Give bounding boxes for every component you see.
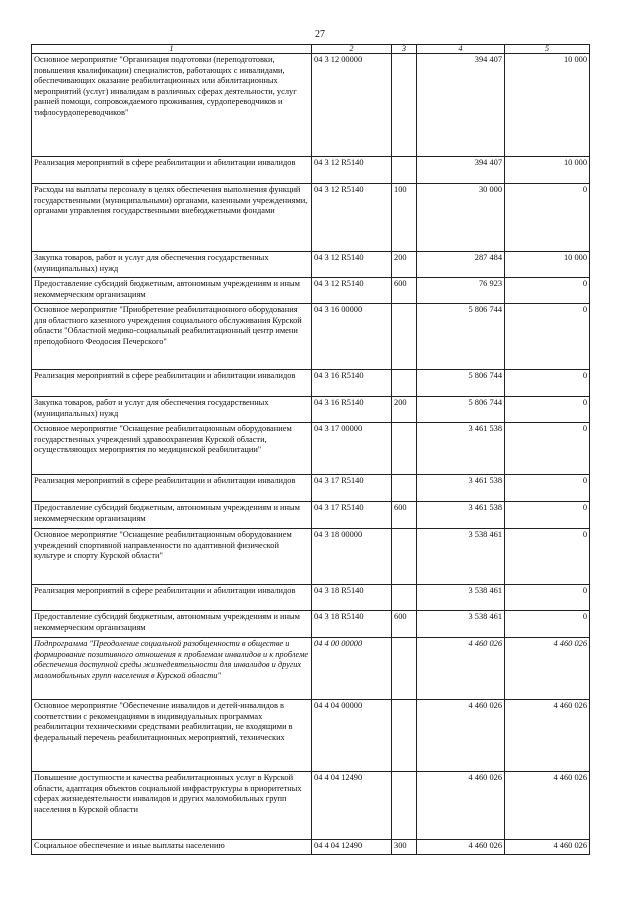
row-kind: 100 bbox=[392, 184, 417, 252]
row-value-5: 4 460 026 bbox=[505, 638, 590, 700]
row-kind bbox=[392, 157, 417, 184]
row-code: 04 3 12 R5140 bbox=[312, 184, 392, 252]
row-value-5: 0 bbox=[505, 423, 590, 475]
row-value-4: 3 461 538 bbox=[417, 502, 505, 529]
table-row bbox=[32, 304, 590, 370]
row-name: Закупка товаров, работ и услуг для обеспечения государственных (муниципальных) нужд bbox=[32, 397, 312, 423]
row-name: Закупка товаров, работ и услуг для обеспечения государственных (муниципальных) нужд bbox=[32, 252, 312, 278]
row-kind bbox=[392, 475, 417, 502]
row-kind bbox=[392, 423, 417, 475]
row-name: Предоставление субсидий бюджетным, автономным учреждениям и иным некоммерческим организациям bbox=[32, 611, 312, 638]
row-value-4: 4 460 026 bbox=[417, 772, 505, 840]
row-code: 04 3 12 R5140 bbox=[312, 157, 392, 184]
table-row bbox=[32, 252, 590, 278]
row-name: Основное мероприятие "Приобретение реабилитационного оборудования для областного казенного учреждения социального обслуживания Курской области "Областной медико-социальный реабилитационный центр имени преподобного Феодосия Печерского" bbox=[32, 304, 312, 370]
table-row bbox=[32, 585, 590, 611]
table-row bbox=[32, 157, 590, 184]
row-code: 04 3 12 R5140 bbox=[312, 278, 392, 304]
row-kind: 600 bbox=[392, 611, 417, 638]
row-kind: 200 bbox=[392, 397, 417, 423]
row-value-5: 0 bbox=[505, 370, 590, 397]
row-value-5: 0 bbox=[505, 278, 590, 304]
row-kind bbox=[392, 304, 417, 370]
row-code: 04 3 16 00000 bbox=[312, 304, 392, 370]
row-value-4: 394 407 bbox=[417, 157, 505, 184]
column-header-1: 1 bbox=[32, 45, 312, 54]
row-kind bbox=[392, 370, 417, 397]
row-kind bbox=[392, 638, 417, 700]
table-row bbox=[32, 611, 590, 638]
table-row bbox=[32, 772, 590, 840]
row-name: Основное мероприятие "Оснащение реабилитационным оборудованием государственных учреждений здравоохранения Курской области, осуществляющих мероприятия по медицинской реабилитации" bbox=[32, 423, 312, 475]
row-value-4: 3 538 461 bbox=[417, 611, 505, 638]
row-name: Реализация мероприятий в сфере реабилитации и абилитации инвалидов bbox=[32, 157, 312, 184]
row-kind bbox=[392, 54, 417, 157]
row-kind bbox=[392, 529, 417, 585]
row-kind: 200 bbox=[392, 252, 417, 278]
table-row bbox=[32, 370, 590, 397]
row-kind: 300 bbox=[392, 840, 417, 855]
row-kind: 600 bbox=[392, 278, 417, 304]
row-value-5: 10 000 bbox=[505, 157, 590, 184]
row-value-5: 0 bbox=[505, 475, 590, 502]
row-value-4: 5 806 744 bbox=[417, 397, 505, 423]
row-code: 04 3 17 R5140 bbox=[312, 475, 392, 502]
column-header-3: 3 bbox=[392, 45, 417, 54]
table-row bbox=[32, 529, 590, 585]
row-value-4: 4 460 026 bbox=[417, 840, 505, 855]
row-name: Реализация мероприятий в сфере реабилитации и абилитации инвалидов bbox=[32, 585, 312, 611]
row-value-5: 0 bbox=[505, 529, 590, 585]
column-header-2: 2 bbox=[312, 45, 392, 54]
row-name: Повышение доступности и качества реабилитационных услуг в Курской области, адаптация объектов социальной инфраструктуры в приоритетных сферах жизнедеятельности инвалидов и других маломобильных групп населения в Курской области bbox=[32, 772, 312, 840]
table-row bbox=[32, 54, 590, 157]
row-value-5: 0 bbox=[505, 304, 590, 370]
table-row bbox=[32, 184, 590, 252]
table-row bbox=[32, 423, 590, 475]
row-kind bbox=[392, 700, 417, 772]
row-value-5: 0 bbox=[505, 184, 590, 252]
row-code: 04 3 18 R5140 bbox=[312, 611, 392, 638]
row-value-5: 4 460 026 bbox=[505, 840, 590, 855]
row-kind bbox=[392, 772, 417, 840]
row-value-4: 3 461 538 bbox=[417, 475, 505, 502]
row-kind: 600 bbox=[392, 502, 417, 529]
row-code: 04 3 18 R5140 bbox=[312, 585, 392, 611]
row-code: 04 3 17 00000 bbox=[312, 423, 392, 475]
table-row bbox=[32, 397, 590, 423]
row-name: Основное мероприятие "Оснащение реабилитационным оборудованием учреждений спортивной направленности по адаптивной физической культуре и спорту Курской области" bbox=[32, 529, 312, 585]
row-value-4: 3 461 538 bbox=[417, 423, 505, 475]
row-code: 04 3 16 R5140 bbox=[312, 370, 392, 397]
row-code: 04 4 04 12490 bbox=[312, 840, 392, 855]
row-value-4: 3 538 461 bbox=[417, 529, 505, 585]
row-value-4: 287 484 bbox=[417, 252, 505, 278]
row-name: Основное мероприятие "Обеспечение инвалидов и детей-инвалидов в соответствии с рекомендациями в индивидуальных программах реабилитации техническими средствами реабилитации, не входящими в федеральный перечень реабилитационных мероприятий, технических bbox=[32, 700, 312, 772]
budget-table bbox=[31, 44, 590, 855]
column-header-4: 4 bbox=[417, 45, 505, 54]
column-header-5: 5 bbox=[505, 45, 590, 54]
row-value-5: 4 460 026 bbox=[505, 772, 590, 840]
row-value-5: 10 000 bbox=[505, 54, 590, 157]
row-code: 04 3 12 R5140 bbox=[312, 252, 392, 278]
table-row bbox=[32, 502, 590, 529]
row-code: 04 3 17 R5140 bbox=[312, 502, 392, 529]
row-value-5: 10 000 bbox=[505, 252, 590, 278]
row-name: Реализация мероприятий в сфере реабилитации и абилитации инвалидов bbox=[32, 475, 312, 502]
row-value-5: 0 bbox=[505, 585, 590, 611]
row-code: 04 3 12 00000 bbox=[312, 54, 392, 157]
row-value-4: 5 806 744 bbox=[417, 370, 505, 397]
row-code: 04 3 16 R5140 bbox=[312, 397, 392, 423]
row-code: 04 3 18 00000 bbox=[312, 529, 392, 585]
row-name: Основное мероприятие "Организация подготовки (переподготовки, повышения квалификации) специалистов, работающих с инвалидами, обеспечивающих оказание реабилитационных или абилитационных мероприятий (услуг) инвалидам в различных сферах деятельности, услуг ранней помощи, сопровождаемого проживания, сурдопереводчиков и тифлосурдопереводчиков" bbox=[32, 54, 312, 157]
row-name: Предоставление субсидий бюджетным, автономным учреждениям и иным некоммерческим организациям bbox=[32, 278, 312, 304]
row-value-5: 0 bbox=[505, 397, 590, 423]
row-value-5: 0 bbox=[505, 502, 590, 529]
row-name: Расходы на выплаты персоналу в целях обеспечения выполнения функций государственными (муниципальными) органами, казенными учреждениями, органами управления государственными внебюджетными фондами bbox=[32, 184, 312, 252]
row-kind bbox=[392, 585, 417, 611]
row-value-5: 4 460 026 bbox=[505, 700, 590, 772]
row-value-4: 4 460 026 bbox=[417, 638, 505, 700]
row-name: Подпрограмма "Преодоление социальной разобщенности в обществе и формирование позитивного отношения к проблемам инвалидов и к проблеме обеспечения доступной среды жизнедеятельности для инвалидов и других маломобильных групп населения в Курской области" bbox=[32, 638, 312, 700]
table-row bbox=[32, 840, 590, 855]
table-row-subprogram bbox=[32, 638, 590, 700]
table-row bbox=[32, 475, 590, 502]
row-value-4: 5 806 744 bbox=[417, 304, 505, 370]
header-row bbox=[32, 45, 590, 54]
row-code: 04 4 00 00000 bbox=[312, 638, 392, 700]
row-name: Реализация мероприятий в сфере реабилитации и абилитации инвалидов bbox=[32, 370, 312, 397]
table-row bbox=[32, 278, 590, 304]
row-value-4: 4 460 026 bbox=[417, 700, 505, 772]
row-value-4: 76 923 bbox=[417, 278, 505, 304]
table-row bbox=[32, 700, 590, 772]
row-name: Социальное обеспечение и иные выплаты населению bbox=[32, 840, 312, 855]
row-value-4: 3 538 461 bbox=[417, 585, 505, 611]
row-value-4: 30 000 bbox=[417, 184, 505, 252]
row-code: 04 4 04 00000 bbox=[312, 700, 392, 772]
page-number: 27 bbox=[315, 29, 325, 40]
row-name: Предоставление субсидий бюджетным, автономным учреждениям и иным некоммерческим организациям bbox=[32, 502, 312, 529]
row-value-4: 394 407 bbox=[417, 54, 505, 157]
row-value-5: 0 bbox=[505, 611, 590, 638]
row-code: 04 4 04 12490 bbox=[312, 772, 392, 840]
